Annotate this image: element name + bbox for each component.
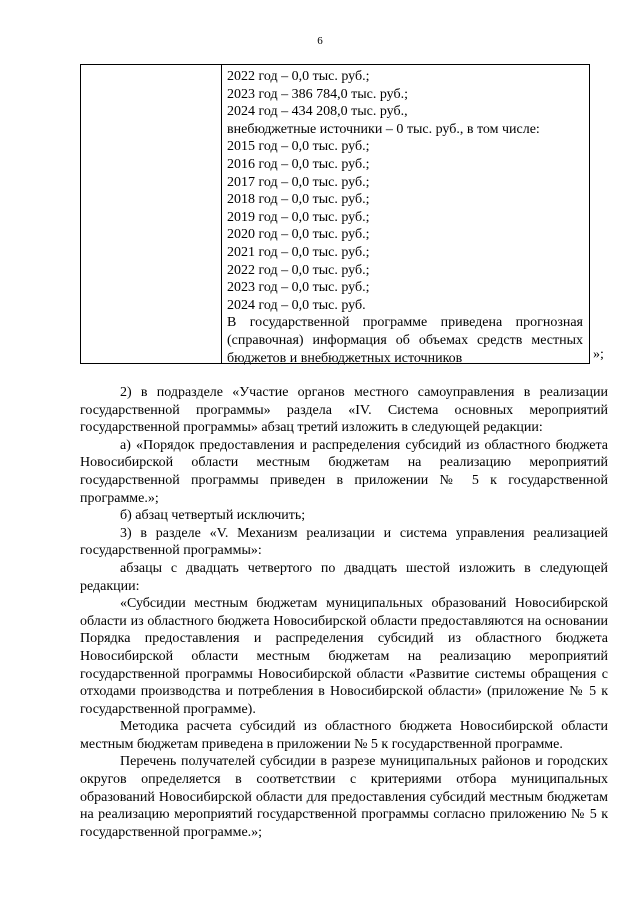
funding-line: 2024 год – 0,0 тыс. руб. xyxy=(227,297,366,313)
paragraph: Перечень получателей субсидии в разрезе муниципальных районов и городских округов определяется в соответствии с критериями отбора муниципальных образований Новосибирской области для предоставления субсидий местным бюджетам на реализацию мероприятий государственной программы согласно приложению № 5 к государственной программе.»; xyxy=(80,754,608,840)
page-number: 6 xyxy=(317,35,323,47)
table-closing-quote: »; xyxy=(593,347,604,362)
document-body xyxy=(80,384,608,841)
funding-line: 2021 год – 0,0 тыс. руб.; xyxy=(227,244,370,260)
paragraph: а) «Порядок предоставления и распределения субсидий из областного бюджета Новосибирской области местным бюджетам на реализацию мероприятий государственной программы приведен в приложении № 5 к государственной программе.»; xyxy=(80,437,608,506)
funding-line: 2024 год – 434 208,0 тыс. руб., xyxy=(227,104,408,120)
funding-line: внебюджетные источники – 0 тыс. руб., в том числе: xyxy=(227,121,540,137)
paragraph: 3) в разделе «V. Механизм реализации и система управления реализацией государственной программы»: xyxy=(80,525,608,559)
funding-line: 2018 год – 0,0 тыс. руб.; xyxy=(227,192,370,208)
funding-line: 2023 год – 0,0 тыс. руб.; xyxy=(227,280,370,296)
funding-line: 2022 год – 0,0 тыс. руб.; xyxy=(227,69,370,84)
funding-line: 2023 год – 386 784,0 тыс. руб.; xyxy=(227,86,408,102)
funding-table xyxy=(80,64,590,364)
funding-line: 2015 год – 0,0 тыс. руб.; xyxy=(227,139,370,155)
table-column-divider xyxy=(221,65,222,363)
funding-line: 2016 год – 0,0 тыс. руб.; xyxy=(227,156,370,172)
funding-note: В государственной программе приведена прогнозная (справочная) информация об объемах средств местных бюджетов и внебюджетных источников xyxy=(227,315,583,366)
paragraph: б) абзац четвертый исключить; xyxy=(120,508,306,524)
paragraph: Методика расчета субсидий из областного бюджета Новосибирской области местным бюджетам приведена в приложении № 5 к государственной программе. xyxy=(80,719,608,752)
funding-line: 2019 год – 0,0 тыс. руб.; xyxy=(227,209,370,225)
paragraph: абзацы с двадцать четвертого по двадцать шестой изложить в следующей редакции: xyxy=(80,560,608,594)
funding-line: 2022 год – 0,0 тыс. руб.; xyxy=(227,262,370,278)
paragraph: «Субсидии местным бюджетам муниципальных образований Новосибирской области из областного бюджета Новосибирской области предоставляются на основании Порядка предоставления и распределения субсидий из областного бюджета Новосибирской области местным бюджетам на реализацию мероприятий государственной программы Новосибирской области «Развитие системы обращения с отходами производства и потребления в Новосибирской области» (приложение № 5 к государственной программе). xyxy=(80,596,608,717)
funding-line: 2017 год – 0,0 тыс. руб.; xyxy=(227,174,370,190)
funding-cell xyxy=(227,68,583,367)
funding-line: 2020 год – 0,0 тыс. руб.; xyxy=(227,227,370,243)
paragraph: 2) в подразделе «Участие органов местного самоуправления в реализации государственной программы» раздела «IV. Система основных мероприятий государственной программы» абзац третий изложить в следующей редакции: xyxy=(80,385,608,436)
